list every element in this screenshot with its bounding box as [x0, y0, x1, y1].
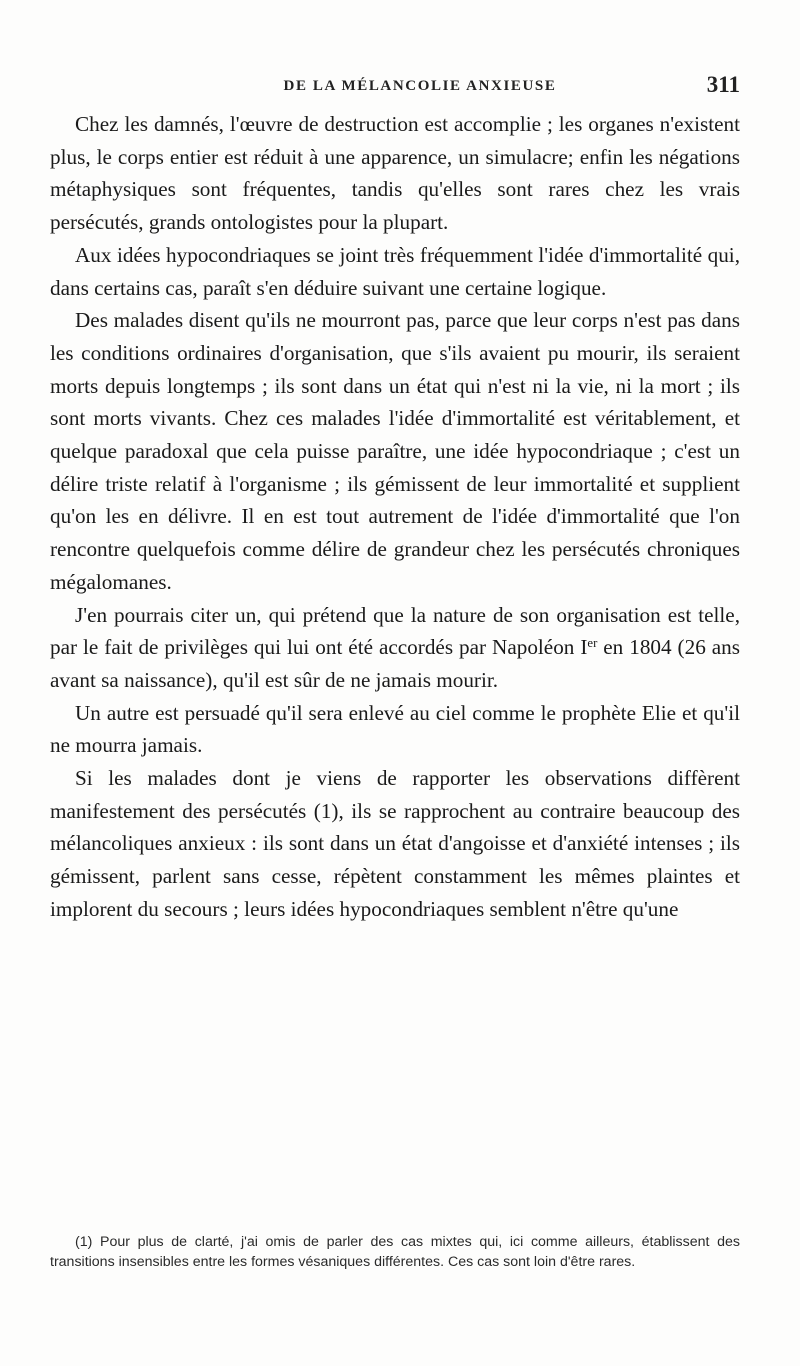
paragraph-immortalite: Aux idées hypocondriaques se joint très fréquemment l'idée d'immortalité qui, dans certains cas, paraît s'en déduire suivant une certaine logique. — [50, 242, 740, 300]
paragraph-prophete-elie: Un autre est persuadé qu'il sera enlevé au ciel comme le prophète Elie et qu'il ne mourra jamais. — [50, 700, 740, 758]
paragraph-napoleon: J'en pourrais citer un, qui prétend que la nature de son organisation est telle, par le fait de privilèges qui lui ont été accordés par Napoléon Ier en 1804 (26 ans avant sa naissance), qu'il est sûr de ne jamais mourir. — [50, 602, 741, 692]
ordinal-superscript: er — [587, 636, 598, 651]
footnote: (1) Pour plus de clarté, j'ai omis de parler des cas mixtes qui, ici comme ailleurs, établissent des transitions insensibles entre les formes vésaniques différentes. Ces cas sont loin d'être rares. — [50, 1234, 740, 1270]
running-title: DE LA MÉLANCOLIE ANXIEUSE — [283, 78, 557, 94]
running-head — [100, 72, 740, 102]
page-number: 311 — [706, 72, 740, 97]
paragraph-morts-vivants: Des malades disent qu'ils ne mourront pas, parce que leur corps n'est pas dans les conditions ordinaires d'organisation, que s'ils avaient pu mourir, ils seraient morts depuis longtemps ; ils sont dans un état qui n'est ni la vie, ni la mort ; ils sont morts vivants. Chez ces malades l'idée d'immortalité est véritablement, et quelque paradoxal que cela puisse paraître, une idée hypocondriaque ; c'est un délire triste relatif à l'organisme ; ils gémissent de leur immortalité et supplient qu'on les en délivre. Il en est tout autrement de l'idée d'immortalité que l'on rencontre quelquefois comme délire de grandeur chez les persécutés chroniques mégalomanes. — [50, 308, 740, 594]
paragraph-melancoliques-anxieux: Si les malades dont je viens de rapporter les observations diffèrent manifestement des persécutés (1), ils se rapprochent au contraire beaucoup des mélancoliques anxieux : ils sont dans un état d'angoisse et d'anxiété intenses ; ils gémissent, parlent sans cesse, répètent constamment les mêmes plaintes et implorent du secours ; leurs idées hypocondriaques semblent n'être qu'une — [50, 766, 740, 921]
body-text — [50, 108, 740, 926]
paragraph-damnes: Chez les damnés, l'œuvre de destruction est accomplie ; les organes n'existent plus, le corps entier est réduit à une apparence, un simulacre; enfin les négations métaphysiques sont fréquentes, tandis qu'elles sont rares chez les vrais persécutés, grands ontologistes pour la plupart. — [50, 112, 740, 235]
